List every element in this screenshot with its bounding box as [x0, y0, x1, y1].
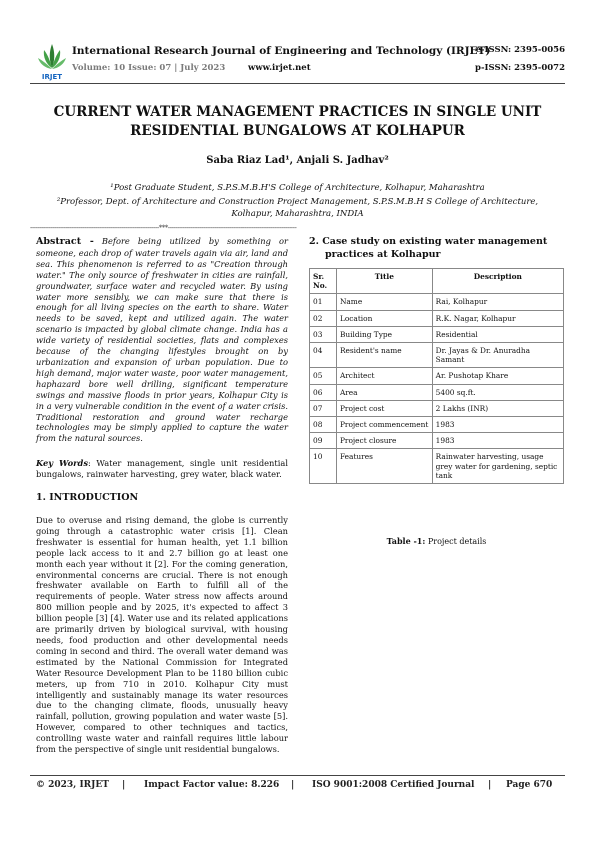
cell-description: Dr. Jayas & Dr. Anuradha Samant [432, 343, 563, 368]
column-header: Title [336, 269, 432, 294]
cell-title: Building Type [336, 326, 432, 342]
column-header: Sr. No. [310, 269, 337, 294]
title-line-1: CURRENT WATER MANAGEMENT PRACTICES IN SINGLE UNIT [53, 104, 542, 120]
cell-title: Project commencement [336, 417, 432, 433]
cell-description: Rai, Kolhapur [432, 294, 563, 310]
journal-website-link[interactable]: www.irjet.net [248, 63, 311, 73]
header-divider [30, 83, 565, 84]
cell-sr-no: 04 [310, 343, 337, 368]
p-issn: p-ISSN: 2395-0072 [475, 63, 565, 73]
keywords-text: : Water management, single unit residential bungalows, rainwater harvesting, grey water, black water. [36, 458, 288, 479]
project-details-table [309, 268, 564, 484]
cell-sr-no: 05 [310, 368, 337, 384]
introduction-text: Due to overuse and rising demand, the globe is currently going through a catastrophic water crisis [1]. Clean freshwater is essential for human health, yet 1.1 billion people lack access to it and 2.7 billion go at least one month each year without it [2]. For the coming generation, environmental concerns are crucial. There is not enough freshwater available on Earth to fulfill all of the requirements of people. Water stress now affects around 800 million people and by 2025, it's expected to affect 3 billion people [3] [4]. Water use and its related applications are primarily driven by biological survival, with housing needs, food production and other developmental needs coming in second and third. The overall water demand was estimated by the National Commission for Integrated Water Resource Development Plan to be 1180 billion cubic meters, up from 710 in 2010. Kolhapur City must intelligently and sustainably manage its water resources due to the changing climate, floods, unusually heavy rainfall, pollution, growing population and water waste [5]. However, compared to other techniques and tactics, controlling waste water and rainfall requires little labour from the perspective of single unit residential bungalows. [36, 515, 288, 755]
table-row [310, 326, 564, 342]
cell-title: Name [336, 294, 432, 310]
journal-header [30, 42, 565, 82]
cell-sr-no: 10 [310, 449, 337, 484]
table-caption [309, 536, 564, 546]
volume-issue: Volume: 10 Issue: 07 | July 2023 [72, 63, 226, 73]
footer-copyright: © 2023, IRJET [36, 780, 109, 790]
journal-name: International Research Journal of Engineering and Technology (IRJET) [72, 45, 491, 57]
case-study-heading-line-2: practices at Kolhapur [325, 248, 441, 260]
paper-title [40, 103, 555, 141]
cell-sr-no: 02 [310, 310, 337, 326]
footer-iso: ISO 9001:2008 Certified Journal [312, 780, 475, 790]
affiliation-1: ¹Post Graduate Student, S.P.S.M.B.H'S College of Architecture, Kolhapur, Maharashtra [110, 183, 485, 193]
cell-sr-no: 01 [310, 294, 337, 310]
abstract-heading: Abstract - [36, 236, 94, 247]
cell-title: Project closure [336, 433, 432, 449]
e-issn: e-ISSN: 2395-0056 [475, 45, 565, 55]
abstract [36, 236, 288, 444]
table-row [310, 400, 564, 416]
footer-impact-factor: Impact Factor value: 8.226 [144, 780, 280, 790]
cell-title: Area [336, 384, 432, 400]
cell-description: 5400 sq.ft. [432, 384, 563, 400]
table-row [310, 449, 564, 484]
cell-sr-no: 09 [310, 433, 337, 449]
title-line-2: RESIDENTIAL BUNGALOWS AT KOLHAPUR [130, 123, 465, 139]
cell-description: 1983 [432, 417, 563, 433]
table-caption-text: Project details [425, 537, 487, 546]
cell-title: Location [336, 310, 432, 326]
column-header: Description [432, 269, 563, 294]
cell-description: Ar. Pushotap Khare [432, 368, 563, 384]
footer-separator: | [488, 780, 492, 790]
case-study-heading-line-1: 2. Case study on existing water management [309, 236, 548, 247]
keywords-heading: Key Words [36, 458, 89, 468]
footer-divider [30, 775, 565, 776]
table-row [310, 384, 564, 400]
cell-title: Features [336, 449, 432, 484]
cell-description: Rainwater harvesting, usage grey water for gardening, septic tank [432, 449, 563, 484]
cell-sr-no: 03 [310, 326, 337, 342]
cell-sr-no: 07 [310, 400, 337, 416]
table-header-row [310, 269, 564, 294]
keywords [36, 458, 288, 480]
introduction-heading: 1. INTRODUCTION [36, 492, 139, 503]
cell-description: 1983 [432, 433, 563, 449]
section-separator: ---------------------------------------------------------------------***--------------------------------------------------------------------- [30, 224, 297, 232]
table-caption-label: Table -1: [386, 536, 426, 546]
table-row [310, 310, 564, 326]
table-row [310, 417, 564, 433]
cell-sr-no: 08 [310, 417, 337, 433]
footer-separator: | [291, 780, 295, 790]
cell-description: 2 Lakhs (INR) [432, 400, 563, 416]
footer-page-number: Page 670 [506, 780, 553, 790]
cell-title: Architect [336, 368, 432, 384]
footer-separator: | [122, 780, 126, 790]
affiliation-2-line-1: ²Professor, Dept. of Architecture and Construction Project Management, S.P.S.M.B.H S College of Architecture, [56, 197, 539, 207]
table-row [310, 343, 564, 368]
cell-sr-no: 06 [310, 384, 337, 400]
abstract-text: Before being utilized by something or someone, each drop of water travels again via air, land and sea. This phenomenon is referred to as "Creation through water." The only source of freshwater in cities are rainfall, groundwater, surface water and recycled water. By using water more sensibly, we can make sure that there is enough for all living species on the earth to share. Water needs to be saved, kept and utilized again. The water scenario is impacted by global climate change. India has a wide variety of residential societies, flats and complexes because of the changing lifestyles brought on by urbanization and expansion of urban population. Due to high demand, major water waste, poor water management, haphazard bore well drilling, significant temperature swings and massive floods in prior years, Kolhapur City is in a very vulnerable condition in the event of a water crisis. Traditional restoration and ground water recharge technologies may be simply applied to capture the water from the natural sources. [36, 236, 289, 444]
table-row [310, 294, 564, 310]
affiliation-2-line-2: Kolhapur, Maharashtra, INDIA [231, 209, 364, 219]
affiliation-2 [40, 196, 555, 220]
table-row [310, 433, 564, 449]
table-row [310, 368, 564, 384]
case-study-heading [309, 236, 564, 261]
cell-title: Resident's name [336, 343, 432, 368]
svg-text:IRJET: IRJET [41, 73, 63, 81]
cell-description: R.K. Nagar, Kolhapur [432, 310, 563, 326]
authors: Saba Riaz Lad¹, Anjali S. Jadhav² [206, 155, 389, 166]
cell-title: Project cost [336, 400, 432, 416]
irjet-logo-icon [35, 42, 69, 82]
cell-description: Residential [432, 326, 563, 342]
